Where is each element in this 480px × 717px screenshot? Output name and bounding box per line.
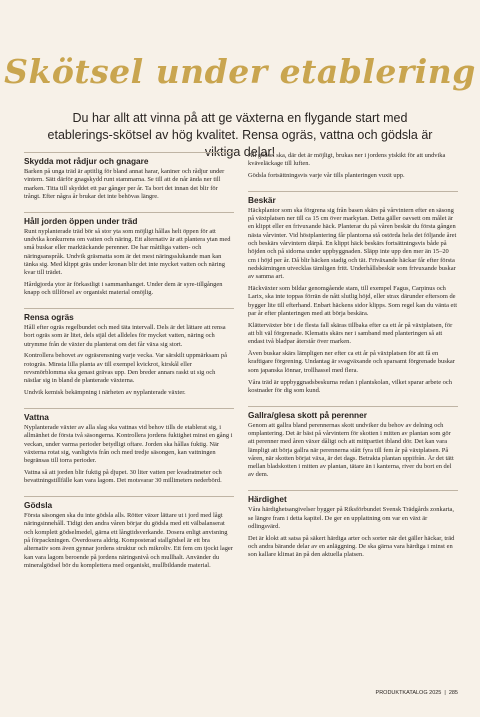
section-rensa-ogras: [24, 308, 234, 401]
section-vattna: [24, 408, 234, 489]
section-heading: Gallra/glesa skott på perenner: [248, 409, 367, 420]
page-number: 285: [448, 690, 458, 696]
body-paragraph: Genom att gallra bland perennernas skott undviker du behov av delning och omplantering. Det är bäst på vårvintern för skotten i mitten av plantan som gör att perenner med åren växer dåligt och att mittpartiet ibland dör. Det kan vara lämpligt att börja gallra när perennerna stått fyra till fem år på växtplatsen. På våren, när skotten börjat växa, är det dags. Betrakta plantan uppifrån. Är det tätt mellan bladskotten i mitten av plantan, tätare än i kanterna, river du bort en del av dem.: [248, 421, 454, 479]
body-paragraph: Vattna så att jorden blir fuktig på djupet. 30 liter vatten per kvadratmeter och bevattningstillfälle kan vara lagom. Det motsvarar 30 millimeters nederbörd.: [24, 468, 222, 485]
page-subtitle: Du har allt att vinna på att ge växterna en flygande start med etablerings-skötsel av hög kvalitet. Rensa ogräs, vattna och gödsla är viktiga delar!: [47, 111, 433, 159]
section-gallra-glesa-skott-pa-perenner: [248, 406, 458, 484]
left-column: [24, 152, 234, 677]
section-heading: Skydda mot rådjur och gnagare: [24, 156, 149, 166]
section-hardighet: [248, 490, 458, 563]
body-paragraph: All gödsel ska, där det är möjligt, brukas ner i jordens ytskikt för att undvika kväveläckage till luften.: [248, 152, 446, 168]
section-continued: [248, 152, 458, 184]
body-paragraph: Häckväxter som bildar genomgående stam, till exempel Fagus, Carpinus och Larix, ska inte toppas förrän de nått slutlig höjd, eller strax därunder eftersom de bygger lite till efterhand. Enbart häckens sidor klipps. Som regel kan du vänta ett par år efter planteringen med att börja beskära.: [248, 285, 457, 317]
right-column: [248, 152, 458, 677]
body-paragraph: Det är klokt att satsa på säkert härdiga arter och sorter när det gäller häckar, träd och andra bärande delar av en anläggning. De ska gärna vara härdiga i minst en son kallare klimat än på den aktuella platsen.: [248, 534, 455, 559]
section-heading: Vattna: [24, 411, 49, 422]
article-body: [24, 152, 458, 677]
section-heading: Beskär: [248, 194, 276, 205]
page-title: Skötsel under etablering: [4, 52, 476, 91]
body-paragraph: Häckplantor som ska förgrena sig från basen skärs på vårvintern efter en säsong på växtplatsen ner till ca 15 cm över markytan. Detta gäller oavsett om målet är en klippt eller en frivuxande häck. Planterar du på våren beskär du första gången nästa vårvinter. Vid höstplantering får plantorna stå ostörda hela det följande året och beskärs vårvintern därpå. En klippt häck beskärs fortsättningsvis både på höjden och på sidorna under uppbyggnaden. Släpp inte upp den mer än 15–20 cm i höjd per år. Då blir häcken stadig och tät. Friväxande häckar får efter första nedskärningen utvecklas tämligen fritt. Underhållsbeskär som frivuxande buskar av samma art.: [248, 206, 457, 281]
section-heading: Rensa ogräs: [24, 312, 74, 323]
section-heading: Gödsla: [24, 500, 53, 511]
page-footer: [376, 690, 458, 696]
body-paragraph: Barken på unga träd är aptitlig för bland annat harar, kaniner och rådjur under vintern. Sätt därför gnagskydd runt stammarna. Se till att de når ända ner till marken. Titta till skyddet ett par gånger per år. Ta bort det innan det blir för trångt. Efter några år brukar det inte behövas längre.: [24, 168, 225, 200]
section-godsla: [24, 496, 234, 574]
section-skydda-mot-radjur-och-gnagare: [24, 152, 234, 205]
body-paragraph: Klätterväxter bör i de flesta fall skäras tillbaka efter ca ett år på växtplatsen, för att bli väl förgrenade. Klematis skärs ner i samband med planteringen så att endast två bladpar återstår över marken.: [248, 321, 453, 346]
section-heading: Härdighet: [248, 494, 287, 505]
body-paragraph: Våra härdighetsangivelser bygger på Riksförbundet Svensk Trädgårds zonkarta, se längre fram i detta kapitel. De ger en upplattning om var en växt är odlingsvärd.: [248, 506, 454, 530]
body-paragraph: Runt nyplanterade träd bör så stor yta som möjligt hållas helt öppen för att undvika konkurrens om vatten och näring. Ett alternativ är att plantera ytan med små buskar eller marktäckande perenner. De har måttliga vatten- och näringsanspråk. Undvik gräsmatta som är det mest näringsslukande man kan tänka sig. Med klippt gräs under kronan blir det inte mycket vatten och näring kvar till trädet.: [24, 227, 231, 277]
body-paragraph: Våra träd är uppbyggnadsbeskurna redan i plantskolan, vilket sparar arbete och kostnader för dig som kund.: [248, 378, 452, 394]
body-paragraph: Första säsongen ska du inte gödsla alls. Rötter växer lättare ut i jord med lågt näringsinnehåll. Tidigt den andra våren börjar du gödsla med ett välbalanserat och komplett gödselmedel, gärna ett långtidsverkande. Dosera enligt anvisning på förpackningen. Överdosera aldrig. Komposterad stallgödsel är ett bra alternativ som även gynnar jordens struktur och mikroliv. Ett fem cm tjockt lager kan vara lagom beroende på jordens näringsnivå och mullhalt. Använder du mineralgödsel bör du komplettera med organiskt, mullbildande material.: [24, 512, 233, 569]
body-paragraph: Nyplanterade växter av alla slag ska vattnas vid behov tills de etablerat sig, i allmänhet de första två säsongerna. Kontrollera jordens fuktighet minst en gång i veckan, under varma perioder betydligt oftare. Jorden ska hållas fuktig. När växterna rotat sig, vanligtvis från och med tredje säsongen, kan vattningen begränsas till torra perioder.: [24, 423, 233, 465]
footer-separator: |: [444, 690, 446, 696]
catalog-name: PRODUKTKATALOG 2025: [375, 690, 442, 696]
body-paragraph: Även buskar skärs lämpligen ner efter ca ett år på växtplatsen för att få en kraftigare förgrening. Undantag är svagväxande och sparsamt förgrenade buskar som japanska lönnar, trollhassel med flera.: [248, 350, 455, 374]
body-paragraph: Gödsla fortsättningsvis varje vår tills planteringen vuxit upp.: [248, 172, 405, 180]
section-hall-jorden-oppen-under-trad: [24, 212, 234, 301]
body-paragraph: Håll efter ogräs regelbundet och med täta intervall. Dels är det lättare att rensa bort ogräs som är litet, dels stjäl det alldeles för mycket vatten, näring och utrymme från de växter du planterat om det får växa sig stort.: [24, 324, 226, 348]
body-paragraph: Undvik kemisk bekämpning i närheten av nyplanterade växter.: [24, 389, 186, 397]
section-heading: Håll jorden öppen under träd: [24, 215, 138, 226]
body-paragraph: Hårdgjorda ytor är förkastligt i sammanhanget. Under dem är syre-tillgången knapp och tillförsel av organiskt material omöjlig.: [24, 280, 223, 297]
body-paragraph: Kontrollera behovet av ogräsrensning varje vecka. Var särskilt uppmärksam på rotogräs. Minsta lilla planta av till exempel kvickrot, kirskål eller revsmörblomma ska genast grävas upp. Den breder annars raskt ut sig och nästlar sig in bland de planterade växterna.: [24, 352, 227, 385]
section-beskar: [248, 191, 458, 399]
